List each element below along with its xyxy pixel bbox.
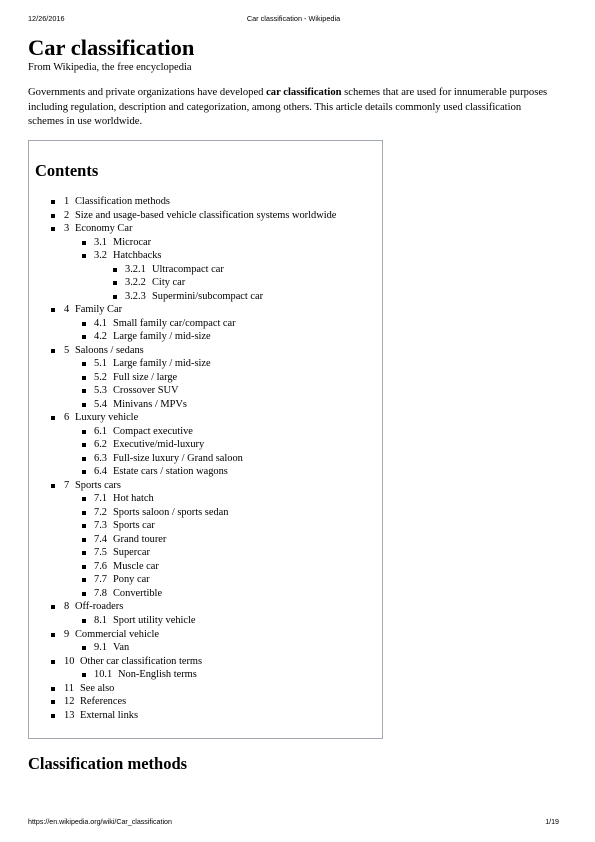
bullet-icon [82, 578, 86, 582]
bullet-icon [82, 470, 86, 474]
bullet-icon [82, 403, 86, 407]
toc-item-number: 7.5 [94, 547, 107, 559]
toc-item-label[interactable]: Minivans / MPVs [113, 398, 187, 410]
toc-item-label[interactable]: Commercial vehicle [75, 628, 159, 640]
print-page-title: Car classification - Wikipedia [246, 14, 341, 23]
page-title: Car classification [28, 35, 195, 60]
toc-item-label[interactable]: Sports cars [75, 479, 121, 491]
toc-item[interactable] [29, 506, 382, 520]
toc-item[interactable] [29, 438, 382, 452]
bullet-icon [82, 335, 86, 339]
bullet-icon [82, 497, 86, 501]
toc-item[interactable] [29, 614, 382, 628]
toc-item-number: 6.4 [94, 466, 107, 478]
toc-item-number: 7.7 [94, 574, 107, 586]
toc-item-number: 6.2 [94, 439, 107, 451]
toc-item-number: 5.3 [94, 385, 107, 397]
toc-item[interactable] [29, 546, 382, 560]
toc-item[interactable] [29, 587, 382, 601]
toc-item[interactable] [29, 425, 382, 439]
toc-item-number: 1 [64, 196, 70, 207]
bullet-icon [51, 714, 55, 718]
toc-item[interactable] [29, 236, 382, 250]
toc-item[interactable] [29, 628, 382, 642]
bullet-icon [51, 660, 55, 664]
toc-item[interactable] [29, 411, 382, 425]
toc-item-number: 3.2.2 [125, 277, 146, 289]
toc-item[interactable] [29, 398, 382, 412]
toc-item[interactable] [29, 668, 382, 682]
toc-item-label[interactable]: Family Car [75, 304, 123, 316]
toc-item-label[interactable]: Muscle car [113, 560, 159, 572]
toc-item-label[interactable]: Economy Car [75, 223, 133, 235]
toc-item-label[interactable]: Grand tourer [113, 533, 167, 545]
bullet-icon [51, 484, 55, 488]
toc-item-label[interactable]: Classification methods [75, 196, 170, 207]
toc-item[interactable] [29, 195, 382, 209]
toc-item-number: 5 [64, 344, 70, 356]
toc-item-number: 10 [64, 655, 75, 667]
toc-item-number: 3.2.3 [125, 290, 146, 302]
toc-item-label[interactable]: Crossover SUV [113, 385, 179, 397]
toc-item-label[interactable]: Luxury vehicle [75, 412, 139, 424]
bullet-icon [51, 633, 55, 637]
toc-item-number: 7.2 [94, 506, 107, 518]
toc-item[interactable] [29, 709, 382, 723]
toc-item-label[interactable]: Microcar [113, 236, 152, 248]
toc-item-label[interactable]: Estate cars / station wagons [113, 466, 228, 478]
bullet-icon [51, 349, 55, 353]
toc-item-label[interactable]: City car [152, 277, 186, 289]
toc-item-number: 10.1 [94, 669, 113, 681]
toc-item-label[interactable]: Convertible [113, 587, 163, 599]
bullet-icon [82, 443, 86, 447]
toc-item-label[interactable]: Sport utility vehicle [113, 614, 196, 626]
bullet-icon [113, 295, 117, 299]
section-heading-classification-methods: Classification methods [28, 754, 188, 773]
toc-item-number: 6.3 [94, 452, 107, 464]
bullet-icon [82, 322, 86, 326]
toc-item-number: 6.1 [94, 425, 107, 437]
bullet-icon [82, 538, 86, 542]
toc-item[interactable] [29, 344, 382, 358]
toc-item-label[interactable]: Hatchbacks [113, 250, 162, 262]
toc-item-number: 5.4 [94, 398, 107, 410]
toc-item-label[interactable]: Van [113, 642, 130, 654]
toc-item-label[interactable]: Non-English terms [118, 669, 197, 681]
toc-item-number: 7.6 [94, 560, 107, 572]
site-tagline: From Wikipedia, the free encyclopedia [28, 62, 192, 73]
bullet-icon [51, 700, 55, 704]
bullet-icon [82, 565, 86, 569]
toc-item-label[interactable]: Full size / large [113, 371, 178, 383]
toc-item-number: 9 [64, 628, 70, 640]
bullet-icon [82, 376, 86, 380]
bullet-icon [82, 619, 86, 623]
print-page-number: 1/19 [545, 818, 559, 826]
toc-item[interactable] [29, 330, 382, 344]
toc-item[interactable] [29, 519, 382, 533]
toc-item[interactable] [29, 641, 382, 655]
bullet-icon [82, 551, 86, 555]
intro-bold-term[interactable]: car classification [266, 87, 342, 98]
toc-item-number: 4.1 [94, 317, 107, 329]
bullet-icon [51, 200, 55, 204]
bullet-icon [82, 362, 86, 366]
toc-item[interactable] [29, 249, 382, 263]
bullet-icon [82, 673, 86, 677]
toc-item-label[interactable]: Large family / mid-size [113, 358, 211, 370]
toc-item-number: 2 [64, 209, 70, 221]
toc-item[interactable] [29, 303, 382, 317]
toc-item[interactable] [29, 479, 382, 493]
toc-item[interactable] [29, 600, 382, 614]
bullet-icon [113, 268, 117, 272]
toc-item-number: 5.1 [94, 358, 107, 370]
print-footer [28, 818, 559, 828]
toc-item-number: 8.1 [94, 614, 107, 626]
toc-item-number: 8 [64, 601, 70, 613]
bullet-icon [82, 254, 86, 258]
bullet-icon [82, 241, 86, 245]
toc-item-label[interactable]: Executive/mid-luxury [113, 439, 205, 451]
bullet-icon [82, 646, 86, 650]
bullet-icon [82, 457, 86, 461]
toc-item[interactable] [29, 209, 382, 223]
toc-title: Contents [35, 161, 99, 180]
bullet-icon [82, 389, 86, 393]
toc-item-label[interactable]: Sports car [113, 520, 155, 532]
bullet-icon [51, 605, 55, 609]
bullet-icon [51, 416, 55, 420]
toc-item-label[interactable]: Saloons / sedans [75, 344, 144, 356]
toc-item[interactable] [29, 263, 382, 277]
bullet-icon [51, 214, 55, 218]
toc-item-number: 7 [64, 479, 70, 491]
intro-text-start: Governments and private organizations have developed [28, 87, 267, 98]
toc-item-label[interactable]: Small family car/compact car [113, 317, 236, 329]
toc-item-number: 4 [64, 304, 70, 316]
bullet-icon [82, 511, 86, 515]
toc-item-number: 9.1 [94, 642, 107, 654]
toc-item[interactable] [29, 560, 382, 574]
toc-item-label[interactable]: Sports saloon / sports sedan [113, 506, 229, 518]
toc-item-label[interactable]: Size and usage-based vehicle classification systems worldwide [75, 209, 337, 221]
toc-item[interactable] [29, 573, 382, 587]
toc-item-number: 12 [64, 696, 75, 708]
toc-item-label[interactable]: References [80, 696, 127, 708]
toc-item[interactable] [29, 371, 382, 385]
toc-item-label[interactable]: Supermini/subcompact car [152, 290, 264, 302]
toc-item[interactable] [29, 290, 382, 304]
toc-item-number: 7.1 [94, 493, 107, 505]
bullet-icon [82, 592, 86, 596]
toc-item-number: 7.8 [94, 587, 107, 599]
toc-item-number: 7.3 [94, 520, 107, 532]
toc-item-label[interactable]: Compact executive [113, 425, 193, 437]
toc-item-label[interactable]: Off-roaders [75, 601, 124, 613]
bullet-icon [51, 687, 55, 691]
toc-list [29, 195, 382, 722]
toc-item-number: 13 [64, 709, 75, 721]
toc-item[interactable] [29, 695, 382, 709]
toc-item[interactable] [29, 452, 382, 466]
toc-item[interactable] [29, 492, 382, 506]
toc-item-number: 4.2 [94, 331, 107, 343]
toc-item-label[interactable]: External links [80, 709, 139, 721]
toc-item-label[interactable]: Full-size luxury / Grand saloon [113, 452, 243, 464]
bullet-icon [82, 524, 86, 528]
toc-item-label[interactable]: Ultracompact car [152, 263, 224, 275]
toc-item-number: 3 [64, 223, 70, 235]
table-of-contents [28, 140, 383, 739]
toc-item-number: 3.2.1 [125, 263, 146, 275]
print-header [28, 14, 559, 26]
toc-item-label[interactable]: Large family / mid-size [113, 331, 211, 343]
toc-item-number: 11 [64, 682, 75, 694]
toc-item-label[interactable]: Pony car [113, 574, 150, 586]
toc-item-label[interactable]: See also [80, 682, 115, 694]
toc-item-label[interactable]: Hot hatch [113, 493, 154, 505]
print-url: https://en.wikipedia.org/wiki/Car_classification [28, 818, 172, 826]
toc-item[interactable] [29, 357, 382, 371]
toc-item-label[interactable]: Supercar [113, 547, 150, 559]
toc-item-number: 6 [64, 412, 70, 424]
toc-item[interactable] [29, 276, 382, 290]
toc-item-label[interactable]: Other car classification terms [80, 655, 203, 667]
toc-item-number: 3.2 [94, 250, 107, 262]
intro-paragraph [28, 86, 558, 130]
toc-item[interactable] [29, 222, 382, 236]
toc-item-number: 7.4 [94, 533, 107, 545]
toc-item[interactable] [29, 384, 382, 398]
toc-item[interactable] [29, 465, 382, 479]
toc-item[interactable] [29, 317, 382, 331]
toc-item[interactable] [29, 533, 382, 547]
toc-item-number: 3.1 [94, 236, 107, 248]
print-date: 12/26/2016 [28, 14, 65, 23]
intro-text-end: schemes that are used for innumerable purposes including regulation, description and categorization, among others. This article details commonly used classification schemes in use worldwide. [28, 87, 548, 128]
toc-item-number: 5.2 [94, 371, 107, 383]
bullet-icon [51, 227, 55, 231]
toc-item[interactable] [29, 655, 382, 669]
bullet-icon [82, 430, 86, 434]
bullet-icon [113, 281, 117, 285]
bullet-icon [51, 308, 55, 312]
toc-item[interactable] [29, 682, 382, 696]
